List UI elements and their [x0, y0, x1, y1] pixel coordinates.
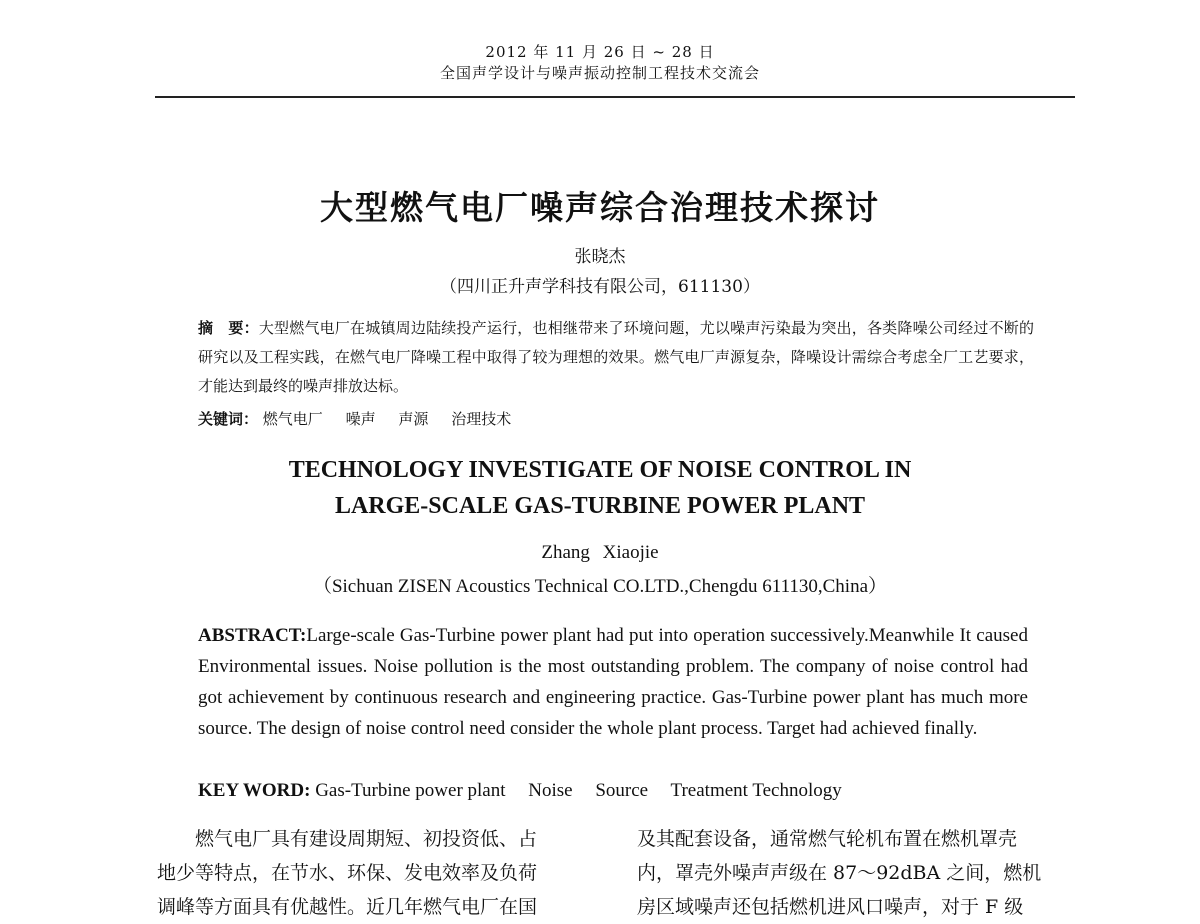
affiliation-en: （Sichuan ZISEN Acoustics Technical CO.LTD.,Chengdu 611130,China） — [312, 576, 888, 597]
keywords-en-label: KEY WORD: — [198, 780, 311, 801]
abstract-cn-label: 摘 要： — [198, 319, 259, 337]
paper-title-en — [0, 452, 1200, 524]
title-en-line: LARGE-SCALE GAS-TURBINE POWER PLANT — [334, 493, 866, 519]
author-cn: 张晓杰 — [574, 247, 626, 267]
keywords-en — [198, 775, 1028, 806]
author-en: Zhang Xiaojie — [541, 542, 659, 563]
paper-title-cn: 大型燃气电厂噪声综合治理技术探讨 — [320, 188, 880, 227]
keywords-cn-label: 关键词： — [198, 410, 259, 428]
affiliation-cn: （四川正升声学科技有限公司，611130） — [440, 277, 760, 297]
body-line: 内，罩壳外噪声声级在 87～92dBA 之间，燃机 — [637, 862, 1042, 884]
body-column-right — [637, 822, 1077, 924]
title-en-line: TECHNOLOGY INVESTIGATE OF NOISE CONTROL IN — [288, 457, 912, 483]
body-column-left — [157, 822, 607, 924]
body-line: 地少等特点，在节水、环保、发电效率及负荷 — [157, 862, 538, 884]
keyword-en: Treatment Technology — [670, 780, 842, 801]
keyword-cn: 燃气电厂 — [262, 410, 323, 428]
keyword-en: Gas-Turbine power plant — [315, 780, 506, 801]
header-rule — [155, 96, 1075, 98]
header-conference: 全国声学设计与噪声振动控制工程技术交流会 — [439, 64, 760, 82]
body-line: 房区域噪声还包括燃机进风口噪声，对于 F 级 — [637, 896, 1024, 918]
keyword-cn: 声源 — [398, 410, 429, 428]
body-line: 燃气电厂具有建设周期短、初投资低、占 — [157, 828, 538, 850]
abstract-en-label: ABSTRACT: — [198, 625, 307, 646]
abstract-cn-text: 大型燃气电厂在城镇周边陆续投产运行，也相继带来了环境问题，尤以噪声污染最为突出，各类降噪公司经过不断的研究以及工程实践，在燃气电厂降噪工程中取得了较为理想的效果。燃气电厂声源复杂，降噪设计需综合考虑全厂工艺要求，才能达到最终的噪声排放达标。 — [198, 319, 1034, 395]
body-line: 调峰等方面具有优越性。近几年燃气电厂在国 — [157, 896, 538, 918]
keywords-cn — [198, 405, 1034, 434]
abstract-en-text: Large-scale Gas-Turbine power plant had put into operation successively.Meanwhile It caused Environmental issues. Noise pollution is the most outstanding problem. The company of noise control had got achievement by continuous research and engineering practice. Gas-Turbine power plant has much more source. The design of noise control need consider the whole plant process. Target had achieved finally. — [198, 625, 1028, 739]
abstract-cn — [198, 314, 1034, 401]
keyword-en: Noise — [528, 780, 573, 801]
abstract-en — [198, 620, 1028, 744]
body-line: 及其配套设备，通常燃气轮机布置在燃机罩壳 — [637, 828, 1018, 850]
header-date: 2012 年 11 月 26 日 ~ 28 日 — [485, 43, 715, 61]
keyword-en: Source — [595, 780, 649, 801]
running-header — [0, 42, 1200, 84]
keyword-cn: 治理技术 — [451, 410, 512, 428]
keyword-cn: 噪声 — [345, 410, 376, 428]
